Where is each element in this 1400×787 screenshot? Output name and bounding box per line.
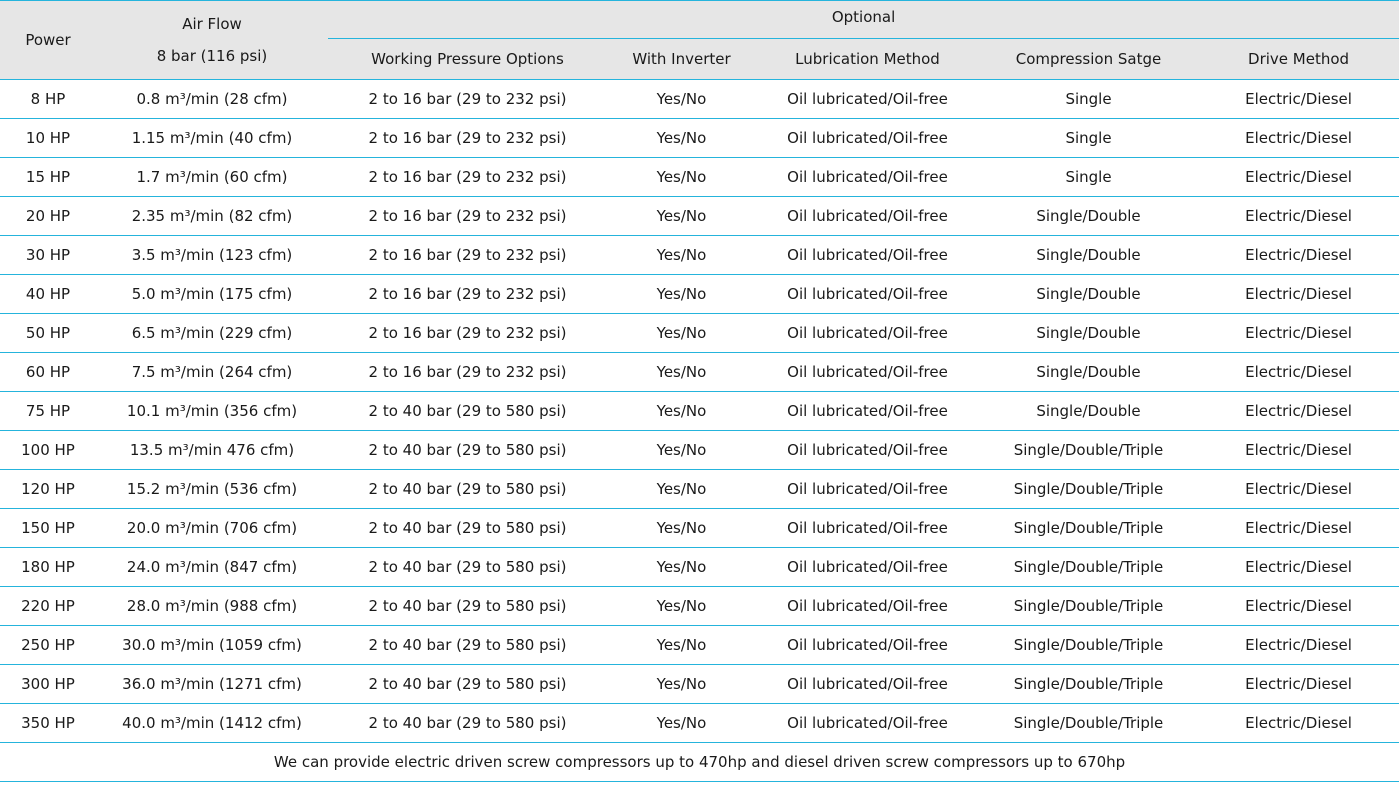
cell-lubrication: Oil lubricated/Oil-free bbox=[756, 470, 979, 509]
cell-lubrication: Oil lubricated/Oil-free bbox=[756, 314, 979, 353]
cell-power: 220 HP bbox=[0, 587, 96, 626]
cell-inverter: Yes/No bbox=[607, 392, 756, 431]
cell-inverter: Yes/No bbox=[607, 158, 756, 197]
table-row bbox=[0, 119, 1399, 158]
cell-power: 15 HP bbox=[0, 158, 96, 197]
cell-airflow: 2.35 m³/min (82 cfm) bbox=[96, 197, 328, 236]
cell-working-pressure: 2 to 40 bar (29 to 580 psi) bbox=[328, 470, 607, 509]
cell-inverter: Yes/No bbox=[607, 431, 756, 470]
cell-airflow: 7.5 m³/min (264 cfm) bbox=[96, 353, 328, 392]
table-footer bbox=[0, 743, 1399, 782]
cell-inverter: Yes/No bbox=[607, 119, 756, 158]
cell-airflow: 24.0 m³/min (847 cfm) bbox=[96, 548, 328, 587]
table-row bbox=[0, 158, 1399, 197]
cell-compression: Single/Double bbox=[979, 353, 1198, 392]
cell-compression: Single/Double bbox=[979, 275, 1198, 314]
table-row bbox=[0, 626, 1399, 665]
cell-airflow: 40.0 m³/min (1412 cfm) bbox=[96, 704, 328, 743]
cell-airflow: 6.5 m³/min (229 cfm) bbox=[96, 314, 328, 353]
cell-compression: Single/Double/Triple bbox=[979, 470, 1198, 509]
table-row bbox=[0, 431, 1399, 470]
cell-working-pressure: 2 to 16 bar (29 to 232 psi) bbox=[328, 275, 607, 314]
cell-inverter: Yes/No bbox=[607, 314, 756, 353]
cell-drive: Electric/Diesel bbox=[1198, 392, 1399, 431]
cell-drive: Electric/Diesel bbox=[1198, 197, 1399, 236]
header-lubrication: Lubrication Method bbox=[756, 39, 979, 80]
cell-lubrication: Oil lubricated/Oil-free bbox=[756, 236, 979, 275]
cell-lubrication: Oil lubricated/Oil-free bbox=[756, 197, 979, 236]
cell-lubrication: Oil lubricated/Oil-free bbox=[756, 626, 979, 665]
cell-drive: Electric/Diesel bbox=[1198, 431, 1399, 470]
cell-compression: Single/Double/Triple bbox=[979, 587, 1198, 626]
cell-inverter: Yes/No bbox=[607, 275, 756, 314]
cell-power: 250 HP bbox=[0, 626, 96, 665]
cell-lubrication: Oil lubricated/Oil-free bbox=[756, 548, 979, 587]
cell-compression: Single/Double/Triple bbox=[979, 548, 1198, 587]
cell-lubrication: Oil lubricated/Oil-free bbox=[756, 509, 979, 548]
cell-drive: Electric/Diesel bbox=[1198, 314, 1399, 353]
cell-working-pressure: 2 to 16 bar (29 to 232 psi) bbox=[328, 236, 607, 275]
cell-airflow: 1.15 m³/min (40 cfm) bbox=[96, 119, 328, 158]
cell-inverter: Yes/No bbox=[607, 704, 756, 743]
cell-lubrication: Oil lubricated/Oil-free bbox=[756, 275, 979, 314]
cell-working-pressure: 2 to 16 bar (29 to 232 psi) bbox=[328, 197, 607, 236]
cell-drive: Electric/Diesel bbox=[1198, 470, 1399, 509]
cell-lubrication: Oil lubricated/Oil-free bbox=[756, 665, 979, 704]
cell-drive: Electric/Diesel bbox=[1198, 587, 1399, 626]
cell-drive: Electric/Diesel bbox=[1198, 626, 1399, 665]
cell-airflow: 10.1 m³/min (356 cfm) bbox=[96, 392, 328, 431]
cell-power: 350 HP bbox=[0, 704, 96, 743]
header-inverter: With Inverter bbox=[607, 39, 756, 80]
table-row bbox=[0, 353, 1399, 392]
cell-working-pressure: 2 to 16 bar (29 to 232 psi) bbox=[328, 119, 607, 158]
cell-working-pressure: 2 to 40 bar (29 to 580 psi) bbox=[328, 509, 607, 548]
table-row bbox=[0, 704, 1399, 743]
cell-working-pressure: 2 to 40 bar (29 to 580 psi) bbox=[328, 548, 607, 587]
cell-drive: Electric/Diesel bbox=[1198, 80, 1399, 119]
cell-airflow: 20.0 m³/min (706 cfm) bbox=[96, 509, 328, 548]
table-row bbox=[0, 470, 1399, 509]
footer-note: We can provide electric driven screw compressors up to 470hp and diesel driven screw compressors up to 670hp bbox=[0, 743, 1399, 782]
cell-power: 60 HP bbox=[0, 353, 96, 392]
cell-inverter: Yes/No bbox=[607, 665, 756, 704]
table-body bbox=[0, 80, 1399, 743]
cell-working-pressure: 2 to 40 bar (29 to 580 psi) bbox=[328, 587, 607, 626]
cell-working-pressure: 2 to 40 bar (29 to 580 psi) bbox=[328, 626, 607, 665]
table-row bbox=[0, 236, 1399, 275]
cell-airflow: 1.7 m³/min (60 cfm) bbox=[96, 158, 328, 197]
cell-inverter: Yes/No bbox=[607, 80, 756, 119]
cell-working-pressure: 2 to 16 bar (29 to 232 psi) bbox=[328, 314, 607, 353]
cell-lubrication: Oil lubricated/Oil-free bbox=[756, 119, 979, 158]
header-air-flow-label: Air Flow bbox=[182, 15, 242, 33]
cell-compression: Single bbox=[979, 158, 1198, 197]
table-row bbox=[0, 509, 1399, 548]
cell-power: 40 HP bbox=[0, 275, 96, 314]
cell-lubrication: Oil lubricated/Oil-free bbox=[756, 704, 979, 743]
cell-inverter: Yes/No bbox=[607, 587, 756, 626]
cell-airflow: 13.5 m³/min 476 cfm) bbox=[96, 431, 328, 470]
cell-power: 150 HP bbox=[0, 509, 96, 548]
header-air-flow bbox=[96, 1, 328, 80]
cell-inverter: Yes/No bbox=[607, 353, 756, 392]
cell-inverter: Yes/No bbox=[607, 197, 756, 236]
cell-drive: Electric/Diesel bbox=[1198, 158, 1399, 197]
table-row bbox=[0, 197, 1399, 236]
cell-inverter: Yes/No bbox=[607, 509, 756, 548]
cell-power: 8 HP bbox=[0, 80, 96, 119]
cell-working-pressure: 2 to 40 bar (29 to 580 psi) bbox=[328, 704, 607, 743]
cell-lubrication: Oil lubricated/Oil-free bbox=[756, 158, 979, 197]
cell-compression: Single/Double bbox=[979, 197, 1198, 236]
cell-compression: Single/Double bbox=[979, 236, 1198, 275]
cell-drive: Electric/Diesel bbox=[1198, 353, 1399, 392]
table-row bbox=[0, 275, 1399, 314]
header-compression: Compression Satge bbox=[979, 39, 1198, 80]
cell-compression: Single/Double bbox=[979, 314, 1198, 353]
cell-power: 180 HP bbox=[0, 548, 96, 587]
cell-inverter: Yes/No bbox=[607, 236, 756, 275]
cell-compression: Single bbox=[979, 119, 1198, 158]
table-row bbox=[0, 665, 1399, 704]
cell-power: 30 HP bbox=[0, 236, 96, 275]
cell-lubrication: Oil lubricated/Oil-free bbox=[756, 392, 979, 431]
cell-drive: Electric/Diesel bbox=[1198, 236, 1399, 275]
table-row bbox=[0, 80, 1399, 119]
cell-compression: Single bbox=[979, 80, 1198, 119]
cell-power: 10 HP bbox=[0, 119, 96, 158]
cell-working-pressure: 2 to 40 bar (29 to 580 psi) bbox=[328, 431, 607, 470]
cell-compression: Single/Double/Triple bbox=[979, 626, 1198, 665]
cell-inverter: Yes/No bbox=[607, 470, 756, 509]
cell-compression: Single/Double/Triple bbox=[979, 431, 1198, 470]
cell-airflow: 0.8 m³/min (28 cfm) bbox=[96, 80, 328, 119]
cell-power: 120 HP bbox=[0, 470, 96, 509]
cell-lubrication: Oil lubricated/Oil-free bbox=[756, 80, 979, 119]
cell-airflow: 15.2 m³/min (536 cfm) bbox=[96, 470, 328, 509]
cell-drive: Electric/Diesel bbox=[1198, 275, 1399, 314]
cell-compression: Single/Double/Triple bbox=[979, 665, 1198, 704]
cell-inverter: Yes/No bbox=[607, 548, 756, 587]
table-header bbox=[0, 1, 1399, 80]
cell-lubrication: Oil lubricated/Oil-free bbox=[756, 431, 979, 470]
cell-airflow: 3.5 m³/min (123 cfm) bbox=[96, 236, 328, 275]
cell-inverter: Yes/No bbox=[607, 626, 756, 665]
header-drive: Drive Method bbox=[1198, 39, 1399, 80]
header-working-pressure: Working Pressure Options bbox=[328, 39, 607, 80]
cell-compression: Single/Double/Triple bbox=[979, 704, 1198, 743]
cell-working-pressure: 2 to 16 bar (29 to 232 psi) bbox=[328, 353, 607, 392]
table-row bbox=[0, 548, 1399, 587]
cell-airflow: 28.0 m³/min (988 cfm) bbox=[96, 587, 328, 626]
cell-drive: Electric/Diesel bbox=[1198, 548, 1399, 587]
cell-drive: Electric/Diesel bbox=[1198, 119, 1399, 158]
table-row bbox=[0, 587, 1399, 626]
header-power: Power bbox=[0, 1, 96, 80]
header-optional-group: Optional bbox=[328, 1, 1399, 39]
cell-power: 300 HP bbox=[0, 665, 96, 704]
cell-working-pressure: 2 to 40 bar (29 to 580 psi) bbox=[328, 665, 607, 704]
cell-airflow: 30.0 m³/min (1059 cfm) bbox=[96, 626, 328, 665]
cell-compression: Single/Double/Triple bbox=[979, 509, 1198, 548]
cell-power: 100 HP bbox=[0, 431, 96, 470]
table-row bbox=[0, 392, 1399, 431]
cell-working-pressure: 2 to 40 bar (29 to 580 psi) bbox=[328, 392, 607, 431]
cell-drive: Electric/Diesel bbox=[1198, 509, 1399, 548]
table-row bbox=[0, 314, 1399, 353]
cell-power: 75 HP bbox=[0, 392, 96, 431]
cell-drive: Electric/Diesel bbox=[1198, 665, 1399, 704]
cell-working-pressure: 2 to 16 bar (29 to 232 psi) bbox=[328, 80, 607, 119]
cell-airflow: 36.0 m³/min (1271 cfm) bbox=[96, 665, 328, 704]
cell-drive: Electric/Diesel bbox=[1198, 704, 1399, 743]
cell-power: 50 HP bbox=[0, 314, 96, 353]
cell-power: 20 HP bbox=[0, 197, 96, 236]
cell-working-pressure: 2 to 16 bar (29 to 232 psi) bbox=[328, 158, 607, 197]
cell-lubrication: Oil lubricated/Oil-free bbox=[756, 353, 979, 392]
cell-airflow: 5.0 m³/min (175 cfm) bbox=[96, 275, 328, 314]
cell-compression: Single/Double bbox=[979, 392, 1198, 431]
cell-lubrication: Oil lubricated/Oil-free bbox=[756, 587, 979, 626]
header-air-flow-pressure: 8 bar (116 psi) bbox=[156, 47, 268, 65]
